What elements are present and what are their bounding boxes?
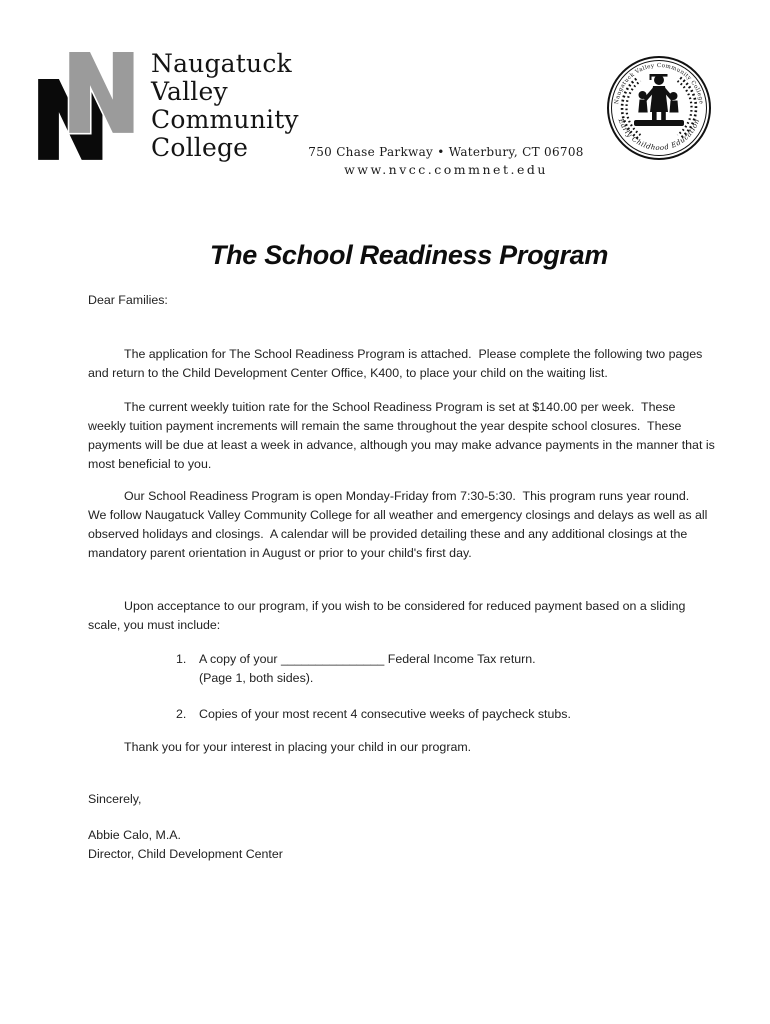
list-item-line: (Page 1, both sides).	[199, 671, 314, 685]
paragraph-line: The application for The School Readiness Program is attached. Please complete the following two pages	[124, 347, 703, 361]
paragraph-line: mandatory parent orientation in August or prior to your child's first day.	[88, 546, 472, 560]
signature-block	[88, 826, 748, 864]
address-line: 750 Chase Parkway • Waterbury, CT 06708	[308, 145, 584, 159]
signature-name: Abbie Calo, M.A.	[88, 828, 181, 842]
list-item	[176, 650, 748, 688]
paragraph	[88, 345, 748, 383]
college-name-line: Naugatuck	[151, 49, 292, 78]
paragraph	[88, 487, 748, 563]
paragraph-line: and return to the Child Development Center Office, K400, to place your child on the waiting list.	[88, 366, 608, 380]
paragraph-line: Our School Readiness Program is open Monday-Friday from 7:30-5:30. This program runs year round.	[124, 489, 690, 503]
address-block	[300, 145, 592, 177]
paragraph-line: payments will be due at least a week in advance, although you may make advance payments in the manner that is	[88, 438, 715, 452]
paragraph-line: scale, you must include:	[88, 618, 221, 632]
paragraph-line: observed holidays and closings. A calendar will be provided detailing these and any additional closings at the	[88, 527, 688, 541]
salutation: Dear Families:	[88, 293, 168, 307]
letter-body	[88, 291, 748, 864]
nvcc-logo	[38, 52, 142, 164]
college-seal-icon	[605, 54, 713, 162]
signoff: Sincerely,	[88, 792, 142, 806]
letter-title: The School Readiness Program	[209, 240, 609, 270]
college-seal	[605, 54, 713, 162]
list-item-line: A copy of your _______________ Federal Income Tax return.	[199, 652, 536, 666]
list-number: 1.	[176, 652, 187, 666]
list-item-text	[199, 650, 536, 688]
list-item	[176, 705, 748, 724]
list-number: 2.	[176, 707, 187, 721]
nvcc-logo-icon	[38, 52, 142, 164]
college-name-line: Community	[151, 105, 299, 134]
paragraph-line: We follow Naugatuck Valley Community College for all weather and emergency closings and delays as well as all	[88, 508, 708, 522]
seal-top-text: Naugatuck Valley Community College	[614, 62, 704, 105]
list-item-text: Copies of your most recent 4 consecutive weeks of paycheck stubs.	[199, 707, 571, 721]
closing-line: Thank you for your interest in placing your child in our program.	[124, 740, 472, 754]
college-name-line: Valley	[151, 77, 228, 106]
paragraph	[88, 597, 748, 635]
signature-title: Director, Child Development Center	[88, 847, 283, 861]
seal-bottom-text: Early Childhood Education	[616, 117, 702, 153]
paragraph	[88, 398, 748, 474]
paragraph-line: most beneficial to you.	[88, 457, 212, 471]
paragraph-line: The current weekly tuition rate for the School Readiness Program is set at $140.00 per week. These	[124, 400, 676, 414]
paragraph-line: Upon acceptance to our program, if you wish to be considered for reduced payment based on a sliding	[124, 599, 686, 613]
college-name-line: College	[151, 133, 249, 162]
college-name	[151, 50, 299, 162]
paragraph-line: weekly tuition payment increments will remain the same throughout the year despite school closures. These	[88, 419, 682, 433]
website-text: www.nvcc.commnet.edu	[344, 162, 548, 177]
